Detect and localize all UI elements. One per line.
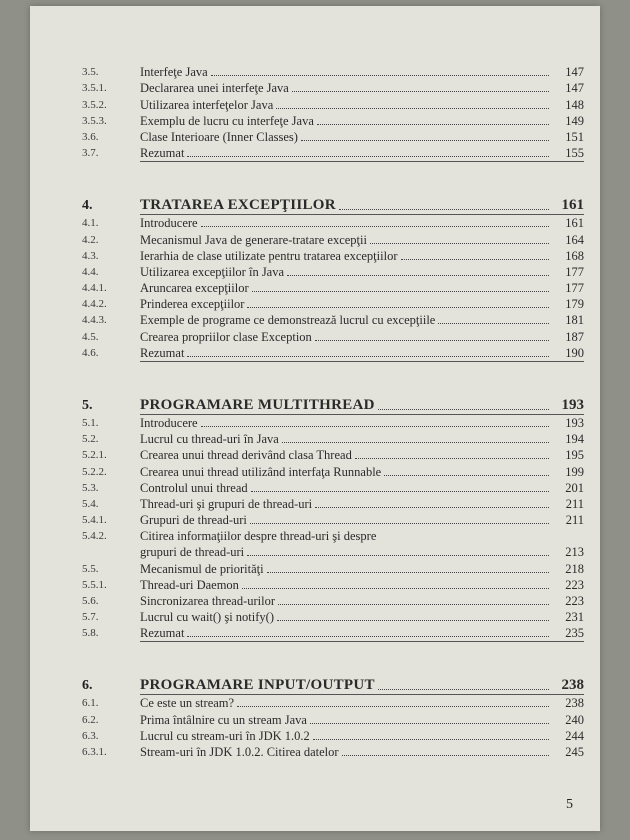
toc-entry — [82, 328, 584, 344]
entry-page: 199 — [565, 464, 584, 479]
entry-title: Aruncarea excepţiilor — [140, 281, 249, 296]
entry-number: 6.3. — [82, 729, 99, 742]
entry-title: Stream-uri în JDK 1.0.2. Citirea datelor — [140, 745, 339, 759]
leader-dots — [267, 572, 549, 573]
entry-number: 5.4. — [82, 497, 99, 510]
toc-entry — [82, 264, 584, 280]
toc-entry — [82, 593, 584, 609]
entry-page: 213 — [565, 545, 584, 560]
entry-title: Lucrul cu wait() şi notify() — [140, 610, 274, 625]
leader-dots — [317, 124, 549, 125]
entry-title: Lucrul cu thread-uri în Java — [140, 432, 279, 447]
entry-number: 3.6. — [82, 130, 99, 143]
leader-dots — [237, 706, 549, 707]
toc-entry-multiline — [82, 528, 584, 544]
entry-title: Utilizarea excepţiilor în Java — [140, 264, 285, 279]
leader-dots — [251, 491, 549, 492]
entry-number: 5.2. — [82, 433, 99, 446]
chapter-title: PROGRAMARE INPUT/OUTPUT — [140, 677, 375, 694]
toc-entry — [82, 296, 584, 312]
chapter-page: 238 — [561, 677, 584, 694]
entry-number: 5.7. — [82, 611, 99, 624]
leader-dots — [370, 243, 549, 244]
entry-number: 5.8. — [82, 627, 99, 640]
entry-title: Exemplu de lucru cu interfeţe Java — [140, 113, 314, 128]
chapter-number: 5. — [82, 397, 93, 413]
entry-page: 187 — [565, 329, 584, 344]
leader-dots — [242, 588, 549, 589]
entry-number: 4.4.2. — [82, 298, 107, 311]
entry-title: Crearea propriilor clase Exception — [140, 329, 312, 344]
leader-dots — [301, 140, 549, 141]
entry-page: 147 — [565, 81, 584, 96]
page-number: 5 — [566, 797, 573, 812]
toc-entry — [82, 113, 584, 129]
entry-page: 238 — [565, 696, 584, 711]
chapter-6 — [82, 672, 584, 760]
entry-title: Ce este un stream? — [140, 696, 235, 711]
entry-title: Declararea unei interfeţe Java — [140, 81, 289, 96]
leader-dots — [315, 507, 549, 508]
entry-page: 211 — [565, 496, 584, 511]
leader-dots — [201, 226, 549, 227]
toc-entry — [82, 80, 584, 96]
toc-entry — [82, 577, 584, 593]
entry-title: Sincronizarea thread-urilor — [140, 593, 276, 608]
toc-entry — [82, 512, 584, 528]
toc-entry — [82, 231, 584, 247]
chapter-4 — [82, 192, 584, 362]
entry-title: Mecanismul de priorităţi — [140, 561, 264, 576]
entry-page: 211 — [565, 513, 584, 528]
entry-title: Mecanismul Java de generare-tratare excepţii — [140, 232, 367, 247]
toc-entry — [82, 431, 584, 447]
toc-entry — [82, 280, 584, 296]
entry-page: 240 — [565, 712, 584, 727]
entry-page: 164 — [565, 232, 584, 247]
entry-number: 4.6. — [82, 346, 99, 359]
entry-title: Prima întâlnire cu un stream Java — [140, 712, 307, 727]
entry-number: 5.1. — [82, 417, 99, 429]
entry-title: Prinderea excepţiilor — [140, 297, 245, 312]
entry-number: 5.2.1. — [82, 449, 107, 462]
toc-entry-continuation — [82, 544, 584, 560]
entry-page: 168 — [565, 248, 584, 263]
entry-page: 244 — [565, 728, 584, 743]
entry-page: 195 — [565, 448, 584, 463]
entry-title: Thread-uri şi grupuri de thread-uri — [140, 496, 313, 511]
entry-title: Exemple de programe ce demonstrează lucrul cu excepţiile — [140, 313, 436, 328]
entry-page: 245 — [565, 745, 584, 759]
entry-number: 3.5.2. — [82, 98, 107, 111]
toc-entry — [82, 415, 584, 431]
toc-entry — [82, 248, 584, 264]
leader-dots — [187, 156, 549, 157]
entry-title: Introducere — [140, 216, 198, 231]
toc-entry — [82, 145, 584, 161]
leader-dots — [282, 442, 549, 443]
leader-dots — [211, 75, 549, 76]
leader-dots — [287, 275, 549, 276]
leader-dots — [252, 291, 549, 292]
entry-title-line-2: grupuri de thread-uri — [140, 545, 245, 560]
entry-number: 4.2. — [82, 233, 99, 246]
entry-page: 193 — [565, 416, 584, 430]
leader-dots — [277, 620, 549, 621]
entry-number: 4.5. — [82, 330, 99, 343]
entry-page: 201 — [565, 480, 584, 495]
entry-page: 231 — [565, 610, 584, 625]
entry-page: 161 — [565, 216, 584, 231]
entry-title: Rezumat — [140, 345, 185, 360]
toc-entry — [82, 129, 584, 145]
chapter-title: TRATAREA EXCEPŢIILOR — [140, 197, 336, 214]
leader-dots — [276, 108, 549, 109]
chapter-number: 4. — [82, 198, 93, 214]
leader-dots — [292, 91, 549, 92]
entry-page: 190 — [565, 345, 584, 360]
toc-entry — [82, 215, 584, 231]
toc-entry — [82, 711, 584, 727]
entry-number: 6.3.1. — [82, 746, 107, 758]
entry-title: Clase Interioare (Inner Classes) — [140, 129, 298, 144]
entry-page: 151 — [565, 129, 584, 144]
entry-number: 5.2.2. — [82, 465, 107, 478]
toc-entry — [82, 447, 584, 463]
toc-entry — [82, 625, 584, 641]
toc-entry — [82, 609, 584, 625]
entry-number: 5.6. — [82, 594, 99, 607]
entry-title: Thread-uri Daemon — [140, 577, 239, 592]
entry-number: 5.4.1. — [82, 514, 107, 527]
toc-entry — [82, 728, 584, 744]
toc-entry — [82, 312, 584, 328]
entry-number: 5.5. — [82, 562, 99, 575]
entry-number: 4.4. — [82, 265, 99, 278]
toc-entry — [82, 560, 584, 576]
toc-entry — [82, 463, 584, 479]
entry-number: 4.1. — [82, 217, 99, 230]
leader-dots — [247, 555, 549, 556]
entry-title: Grupuri de thread-uri — [140, 513, 247, 528]
entry-number: 3.5. — [82, 66, 99, 79]
chapter-page: 193 — [561, 396, 584, 413]
entry-page: 149 — [565, 113, 584, 128]
leader-dots — [247, 307, 549, 308]
entry-page: 155 — [565, 146, 584, 161]
leader-dots — [378, 689, 549, 690]
entry-page: 179 — [565, 297, 584, 312]
chapter-heading — [82, 392, 584, 414]
entry-page: 148 — [565, 97, 584, 112]
leader-dots — [315, 340, 549, 341]
entry-title: Crearea unui thread utilizând interfaţa Runnable — [140, 464, 382, 479]
entry-page: 181 — [565, 313, 584, 328]
entry-page: 223 — [565, 577, 584, 592]
chapter-page: 161 — [561, 197, 584, 214]
entry-title: Rezumat — [140, 626, 185, 641]
entry-page: 218 — [565, 561, 584, 576]
table-of-contents — [82, 64, 584, 760]
entry-page: 235 — [565, 626, 584, 641]
toc-entry — [82, 64, 584, 80]
toc-entry — [82, 96, 584, 112]
leader-dots — [278, 604, 549, 605]
leader-dots — [355, 458, 549, 459]
entry-number: 3.7. — [82, 147, 99, 160]
toc-entry — [82, 345, 584, 361]
leader-dots — [378, 409, 549, 410]
toc-entry — [82, 496, 584, 512]
leader-dots — [310, 723, 549, 724]
leader-dots — [250, 523, 549, 524]
entry-number: 4.3. — [82, 249, 99, 262]
entry-number: 4.4.3. — [82, 314, 107, 327]
leader-dots — [342, 755, 549, 756]
entry-page: 177 — [565, 281, 584, 296]
chapter-heading — [82, 672, 584, 694]
entry-page: 177 — [565, 264, 584, 279]
toc-entry — [82, 480, 584, 496]
entry-number: 3.5.1. — [82, 82, 107, 95]
entry-number: 6.2. — [82, 713, 99, 726]
leader-dots — [187, 636, 549, 637]
entry-page: 223 — [565, 593, 584, 608]
chapter-number: 6. — [82, 678, 93, 694]
chapter-5 — [82, 392, 584, 642]
entry-title: Utilizarea interfeţelor Java — [140, 97, 274, 112]
entry-title: Lucrul cu stream-uri în JDK 1.0.2 — [140, 728, 310, 743]
entry-number: 5.5.1. — [82, 578, 107, 591]
chapter-heading — [82, 192, 584, 214]
leader-dots — [384, 475, 549, 476]
entry-title: Interfeţe Java — [140, 65, 208, 80]
entry-number: 6.1. — [82, 697, 99, 710]
section-3-list — [82, 64, 584, 162]
toc-entry — [82, 744, 584, 760]
chapter-title: PROGRAMARE MULTITHREAD — [140, 396, 375, 413]
entry-number: 3.5.3. — [82, 114, 107, 127]
leader-dots — [339, 209, 549, 210]
entry-title: Rezumat — [140, 146, 185, 161]
entry-number: 4.4.1. — [82, 282, 107, 295]
leader-dots — [401, 259, 550, 260]
leader-dots — [187, 356, 549, 357]
leader-dots — [313, 739, 549, 740]
entry-title: Controlul unui thread — [140, 480, 248, 495]
toc-entry — [82, 695, 584, 711]
entry-number: 5.3. — [82, 481, 99, 494]
entry-title-line-1: Citirea informaţiilor despre thread-uri şi despre — [140, 529, 377, 544]
entry-title: Crearea unui thread derivând clasa Thread — [140, 448, 352, 463]
entry-title: Ierarhia de clase utilizate pentru tratarea excepţiilor — [140, 248, 398, 263]
entry-page: 194 — [565, 432, 584, 447]
entry-page: 147 — [565, 65, 584, 80]
entry-number: 5.4.2. — [82, 530, 107, 543]
leader-dots — [201, 426, 549, 427]
book-page — [30, 6, 600, 831]
entry-title: Introducere — [140, 416, 198, 430]
leader-dots — [438, 323, 549, 324]
